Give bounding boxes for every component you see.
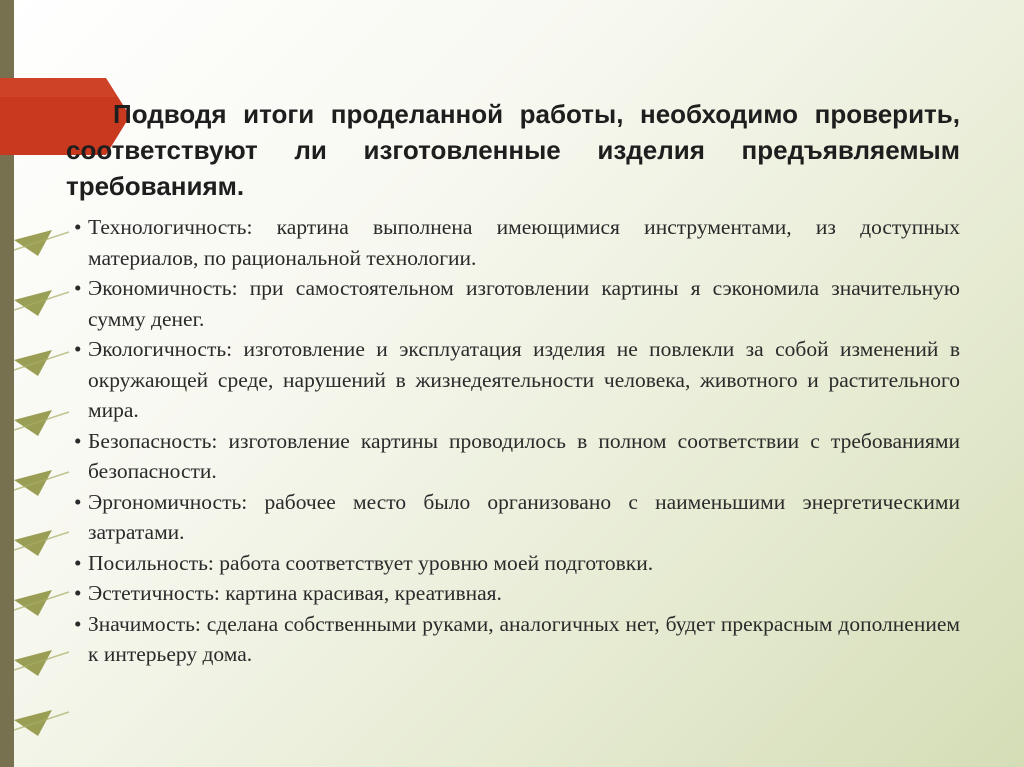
bullet-icon: • (74, 276, 82, 300)
bullet-icon: • (74, 489, 82, 514)
list-item (66, 334, 960, 426)
list-item-text: Посильность: работа соответствует уровню моей подготовки. (88, 550, 654, 575)
bullet-icon: • (74, 581, 82, 605)
criteria-list (66, 212, 960, 670)
bullet-icon: • (74, 550, 82, 575)
list-item-text: Экономичность: при самостоятельном изготовлении картины я сэкономила значительную сумму денег. (88, 276, 960, 331)
list-item (66, 426, 960, 487)
slide-content (66, 96, 960, 670)
list-item (66, 212, 960, 273)
list-item-text: Экологичность: изготовление и эксплуатация изделия не повлекли за собой изменений в окружающей среде, нарушений в жизнедеятельности человека, животного и растительного мира. (88, 337, 960, 422)
bullet-icon: • (74, 611, 82, 636)
slide-heading: Подводя итоги проделанной работы, необходимо проверить, соответствуют ли изготовленные изделия предъявляемым требованиям. (66, 99, 960, 201)
bullet-icon: • (74, 337, 82, 361)
list-item (66, 578, 960, 609)
list-item (66, 609, 960, 670)
list-item-text: Эстетичность: картина красивая, креативная. (88, 581, 502, 605)
list-item (66, 548, 960, 579)
list-item (66, 273, 960, 334)
bullet-icon: • (74, 428, 82, 453)
list-item-text: Эргономичность: рабочее место было организовано с наименьшими энергетическими затратами. (88, 489, 960, 544)
list-item-text: Безопасность: изготовление картины проводилось в полном соответствии с требованиями безопасности. (88, 428, 960, 483)
list-item (66, 487, 960, 548)
bullet-icon: • (74, 215, 82, 239)
list-item-text: Значимость: сделана собственными руками, аналогичных нет, будет прекрасным дополнением к интерьеру дома. (88, 611, 960, 666)
list-item-text: Технологичность: картина выполнена имеющимися инструментами, из доступных материалов, по рациональной технологии. (88, 215, 960, 270)
